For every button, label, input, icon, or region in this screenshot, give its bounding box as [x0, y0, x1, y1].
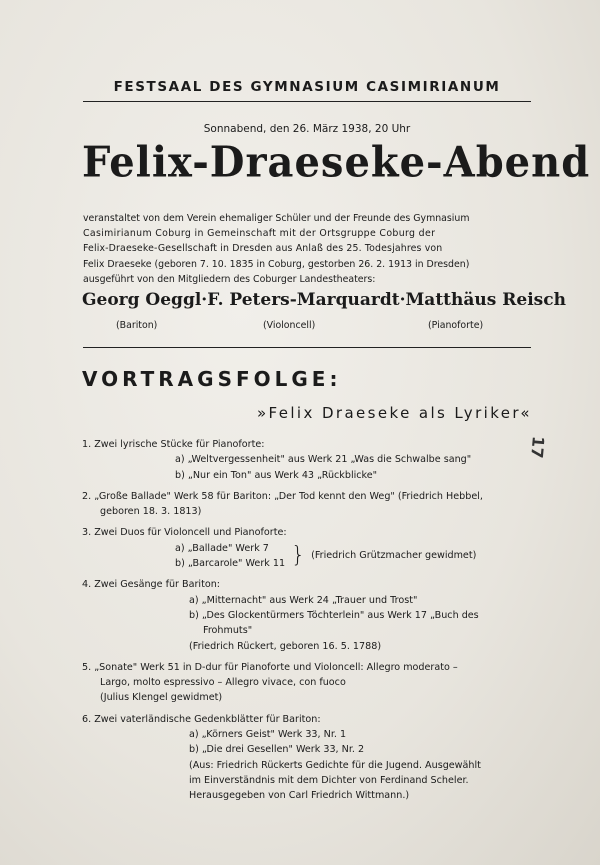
performers-row — [82, 290, 566, 310]
top-rule — [83, 101, 531, 102]
program-subitem: a) „Weltvergessenheit" aus Werk 21 „Was die Schwalbe sang" — [175, 454, 472, 466]
brace-glyph: } — [291, 543, 306, 569]
program-heading: VORTRAGSFOLGE: — [82, 367, 342, 391]
performer-role: (Pianoforte) — [428, 320, 484, 331]
program-note: (Friedrich Rückert, geboren 16. 5. 1788) — [189, 640, 382, 652]
intro-line: Felix Draeseke (geboren 7. 10. 1835 in Coburg, gestorben 26. 2. 1913 in Dresden) — [83, 258, 470, 270]
intro-text — [83, 211, 533, 287]
intro-line: ausgeführt von den Mitgliedern des Coburger Landestheaters: — [83, 273, 376, 285]
separator: · — [399, 290, 406, 310]
program-subitem: b) „Des Glockentürmers Töchterlein" aus Werk 17 „Buch des — [189, 609, 479, 621]
intro-line: Felix-Draeseke-Gesellschaft in Dresden aus Anlaß des 25. Todesjahres von — [83, 243, 443, 255]
program-subitem: a) „Körners Geist" Werk 33, Nr. 1 — [189, 729, 347, 741]
program-subtitle: »Felix Draeseke als Lyriker« — [256, 404, 532, 422]
date-line: Sonnabend, den 26. März 1938, 20 Uhr — [203, 123, 411, 135]
dedication-note: (Friedrich Grützmacher gewidmet) — [311, 550, 477, 562]
program-subitem: b) „Nur ein Ton" aus Werk 43 „Rückblicke" — [175, 469, 378, 481]
program-item-head: 2. „Große Ballade" Werk 58 für Bariton: „Der Tod kennt den Weg" (Friedrich Hebbel, — [82, 490, 483, 502]
separator: · — [201, 290, 208, 310]
program-note: (Aus: Friedrich Rückerts Gedichte für die Jugend. Ausgewählt — [189, 759, 481, 771]
performer-name: Georg Oeggl — [82, 290, 202, 310]
program-subitem: b) „Die drei Gesellen" Werk 33, Nr. 2 — [189, 744, 365, 756]
duo-group — [82, 541, 542, 572]
program-continuation: geboren 18. 3. 1813) — [100, 506, 202, 518]
middle-rule — [83, 347, 531, 348]
program-list — [82, 437, 542, 804]
program-continuation: Frohmuts" — [203, 625, 253, 637]
performer-role: (Violoncell) — [263, 320, 316, 331]
program-item-head: 3. Zwei Duos für Violoncell und Pianoforte: — [82, 527, 287, 539]
program-subitem: a) „Ballade" Werk 7 — [175, 542, 269, 554]
performer-role: (Bariton) — [116, 320, 158, 331]
event-title: Felix-Draeseke-Abend — [82, 137, 591, 188]
program-subitem: a) „Mitternacht" aus Werk 24 „Trauer und Trost" — [189, 594, 418, 606]
handwritten-margin-note: 17 — [527, 435, 548, 460]
program-item-head: 1. Zwei lyrische Stücke für Pianoforte: — [82, 439, 265, 450]
intro-line: Casimirianum Coburg in Gemeinschaft mit der Ortsgruppe Coburg der — [83, 228, 436, 240]
program-note: im Einverständnis mit dem Dichter von Ferdinand Scheler. — [189, 774, 469, 786]
program-item-head: 6. Zwei vaterländische Gedenkblätter für Bariton: — [82, 713, 321, 725]
program-continuation: Largo, molto espressivo – Allegro vivace, con fuoco — [100, 677, 346, 689]
program-item-head: 4. Zwei Gesänge für Bariton: — [82, 579, 221, 591]
venue-heading: FESTSAAL DES GYMNASIUM CASIMIRIANUM — [113, 79, 501, 95]
program-continuation: (Julius Klengel gewidmet) — [100, 692, 223, 704]
intro-line: veranstaltet von dem Verein ehemaliger Schüler und der Freunde des Gymnasium — [83, 213, 470, 224]
program-subitem: b) „Barcarole" Werk 11 — [175, 558, 286, 570]
performer-name: F. Peters-Marquardt — [207, 290, 400, 310]
performer-name: Matthäus Reisch — [405, 290, 566, 310]
program-note: Herausgegeben von Carl Friedrich Wittmann.) — [189, 790, 410, 802]
program-item-head: 5. „Sonate" Werk 51 in D-dur für Pianoforte und Violoncell: Allegro moderato – — [82, 661, 458, 673]
